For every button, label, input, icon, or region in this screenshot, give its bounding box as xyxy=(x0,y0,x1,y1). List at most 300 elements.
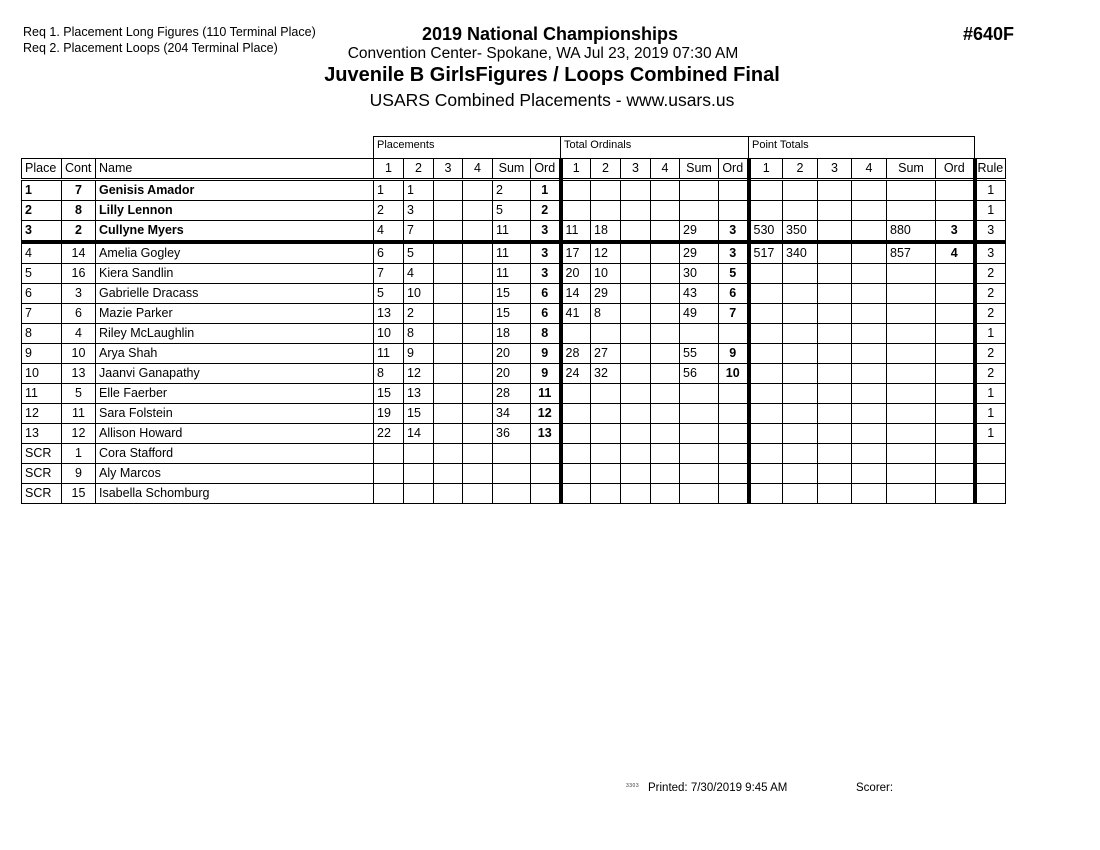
cell-ordinal-3 xyxy=(621,304,651,324)
cell-rule: 1 xyxy=(975,384,1006,404)
cell-ordinal-sum: 43 xyxy=(680,284,719,304)
cell-ordinal-2: 29 xyxy=(591,284,621,304)
cell-points-2 xyxy=(783,464,818,484)
scorer-label: Scorer: xyxy=(856,782,894,794)
cell-points-1 xyxy=(749,344,783,364)
cell-name: Genisis Amador xyxy=(96,180,374,201)
cell-ordinal-1: 11 xyxy=(561,221,591,243)
cell-rule: 1 xyxy=(975,180,1006,201)
cell-placement-1: 7 xyxy=(374,264,404,284)
cell-placement-4 xyxy=(463,404,493,424)
cell-cont: 8 xyxy=(62,201,96,221)
cell-placement-ord: 6 xyxy=(531,284,561,304)
cell-placement-sum: 36 xyxy=(493,424,531,444)
cell-ordinal-3 xyxy=(621,484,651,504)
cell-placement-3 xyxy=(434,180,463,201)
championship-title: 2019 National Championships xyxy=(421,24,679,44)
cell-placement-4 xyxy=(463,444,493,464)
cell-points-2 xyxy=(783,180,818,201)
cell-points-ord xyxy=(936,404,975,424)
cell-placement-4 xyxy=(463,242,493,264)
cell-points-4 xyxy=(852,324,887,344)
cell-points-4 xyxy=(852,464,887,484)
cell-cont: 1 xyxy=(62,444,96,464)
cell-ordinal-2 xyxy=(591,424,621,444)
cell-points-1 xyxy=(749,304,783,324)
cell-place: 10 xyxy=(22,364,62,384)
cell-points-3 xyxy=(818,424,852,444)
cell-points-2 xyxy=(783,444,818,464)
cell-ordinal-sum xyxy=(680,384,719,404)
cell-points-1: 517 xyxy=(749,242,783,264)
cell-points-1 xyxy=(749,444,783,464)
cell-placement-ord: 9 xyxy=(531,344,561,364)
cell-placement-sum xyxy=(493,484,531,504)
cell-points-sum: 880 xyxy=(887,221,936,243)
cell-points-4 xyxy=(852,284,887,304)
table-row xyxy=(22,304,1006,324)
cell-placement-sum: 15 xyxy=(493,304,531,324)
cell-points-sum xyxy=(887,304,936,324)
cell-placement-ord: 9 xyxy=(531,364,561,384)
cell-placement-1: 10 xyxy=(374,324,404,344)
cell-points-1 xyxy=(749,464,783,484)
col-points-sum: Sum xyxy=(887,159,936,180)
cell-place: SCR xyxy=(22,464,62,484)
col-points-3: 3 xyxy=(818,159,852,180)
cell-placement-4 xyxy=(463,424,493,444)
cell-ordinal-sum: 30 xyxy=(680,264,719,284)
cell-points-ord xyxy=(936,324,975,344)
cell-ordinal-ord xyxy=(719,324,749,344)
cell-rule xyxy=(975,484,1006,504)
cell-ordinal-2: 10 xyxy=(591,264,621,284)
cell-ordinal-2 xyxy=(591,324,621,344)
cell-ordinal-3 xyxy=(621,242,651,264)
cell-placement-4 xyxy=(463,180,493,201)
column-header-row xyxy=(22,159,1006,180)
cell-cont: 2 xyxy=(62,221,96,243)
table-row xyxy=(22,221,1006,243)
group-placements: Placements xyxy=(374,137,561,159)
cell-ordinal-sum: 29 xyxy=(680,242,719,264)
cell-placement-4 xyxy=(463,264,493,284)
cell-points-ord xyxy=(936,424,975,444)
cell-points-ord: 4 xyxy=(936,242,975,264)
cell-placement-3 xyxy=(434,404,463,424)
cell-points-4 xyxy=(852,344,887,364)
cell-name: Amelia Gogley xyxy=(96,242,374,264)
cell-cont: 3 xyxy=(62,284,96,304)
cell-ordinal-1: 28 xyxy=(561,344,591,364)
cell-points-sum xyxy=(887,484,936,504)
cell-points-ord xyxy=(936,444,975,464)
cell-ordinal-sum xyxy=(680,444,719,464)
cell-ordinal-4 xyxy=(651,344,680,364)
cell-name: Lilly Lennon xyxy=(96,201,374,221)
cell-points-2 xyxy=(783,424,818,444)
col-points-ord: Ord xyxy=(936,159,975,180)
cell-points-sum xyxy=(887,180,936,201)
cell-place: 4 xyxy=(22,242,62,264)
cell-points-3 xyxy=(818,464,852,484)
cell-placement-sum: 28 xyxy=(493,384,531,404)
cell-ordinal-2 xyxy=(591,404,621,424)
cell-ordinal-2: 18 xyxy=(591,221,621,243)
cell-ordinal-sum: 49 xyxy=(680,304,719,324)
cell-ordinal-4 xyxy=(651,201,680,221)
col-placement-3: 3 xyxy=(434,159,463,180)
cell-ordinal-1 xyxy=(561,484,591,504)
cell-name: Mazie Parker xyxy=(96,304,374,324)
cell-ordinal-4 xyxy=(651,464,680,484)
cell-points-4 xyxy=(852,364,887,384)
cell-placement-3 xyxy=(434,344,463,364)
cell-ordinal-3 xyxy=(621,424,651,444)
cell-ordinal-1 xyxy=(561,180,591,201)
cell-points-2 xyxy=(783,324,818,344)
cell-ordinal-2 xyxy=(591,384,621,404)
cell-placement-2: 8 xyxy=(404,324,434,344)
cell-ordinal-1 xyxy=(561,201,591,221)
cell-points-ord xyxy=(936,464,975,484)
cell-points-3 xyxy=(818,180,852,201)
cell-ordinal-ord: 9 xyxy=(719,344,749,364)
cell-ordinal-2: 12 xyxy=(591,242,621,264)
cell-cont: 13 xyxy=(62,364,96,384)
cell-placement-ord: 13 xyxy=(531,424,561,444)
cell-ordinal-3 xyxy=(621,264,651,284)
cell-points-sum: 857 xyxy=(887,242,936,264)
cell-ordinal-3 xyxy=(621,180,651,201)
cell-ordinal-4 xyxy=(651,484,680,504)
cell-place: 6 xyxy=(22,284,62,304)
cell-ordinal-4 xyxy=(651,324,680,344)
cell-ordinal-4 xyxy=(651,221,680,243)
cell-ordinal-4 xyxy=(651,264,680,284)
cell-placement-1: 8 xyxy=(374,364,404,384)
cell-cont: 11 xyxy=(62,404,96,424)
cell-points-3 xyxy=(818,304,852,324)
cell-points-3 xyxy=(818,221,852,243)
cell-placement-3 xyxy=(434,364,463,384)
cell-ordinal-4 xyxy=(651,284,680,304)
cell-ordinal-sum: 29 xyxy=(680,221,719,243)
cell-placement-2 xyxy=(404,444,434,464)
cell-points-sum xyxy=(887,364,936,384)
cell-placement-ord xyxy=(531,444,561,464)
cell-placement-3 xyxy=(434,464,463,484)
cell-points-2 xyxy=(783,304,818,324)
cell-name: Gabrielle Dracass xyxy=(96,284,374,304)
cell-points-sum xyxy=(887,344,936,364)
cell-placement-sum: 18 xyxy=(493,324,531,344)
cell-cont: 10 xyxy=(62,344,96,364)
cell-points-sum xyxy=(887,404,936,424)
table-row xyxy=(22,364,1006,384)
cell-points-2 xyxy=(783,284,818,304)
cell-points-1 xyxy=(749,180,783,201)
cell-points-ord: 3 xyxy=(936,221,975,243)
cell-points-ord xyxy=(936,384,975,404)
cell-placement-2: 1 xyxy=(404,180,434,201)
cell-place: 5 xyxy=(22,264,62,284)
table-row xyxy=(22,201,1006,221)
cell-ordinal-4 xyxy=(651,180,680,201)
cell-ordinal-2: 8 xyxy=(591,304,621,324)
cell-cont: 14 xyxy=(62,242,96,264)
cell-points-ord xyxy=(936,344,975,364)
col-ordinal-ord: Ord xyxy=(719,159,749,180)
cell-ordinal-4 xyxy=(651,242,680,264)
cell-points-2: 350 xyxy=(783,221,818,243)
cell-place: SCR xyxy=(22,444,62,464)
cell-points-4 xyxy=(852,201,887,221)
cell-placement-1: 2 xyxy=(374,201,404,221)
requirement-2: Req 2. Placement Loops (204 Terminal Place) xyxy=(23,41,278,55)
cell-points-ord xyxy=(936,484,975,504)
cell-ordinal-ord xyxy=(719,424,749,444)
col-name: Name xyxy=(96,159,374,180)
cell-name: Jaanvi Ganapathy xyxy=(96,364,374,384)
table-row xyxy=(22,384,1006,404)
cell-ordinal-4 xyxy=(651,444,680,464)
cell-placement-sum: 2 xyxy=(493,180,531,201)
cell-ordinal-ord: 3 xyxy=(719,221,749,243)
cell-points-3 xyxy=(818,242,852,264)
cell-place: 8 xyxy=(22,324,62,344)
cell-ordinal-2: 27 xyxy=(591,344,621,364)
cell-points-4 xyxy=(852,264,887,284)
cell-ordinal-2 xyxy=(591,464,621,484)
cell-points-3 xyxy=(818,284,852,304)
cell-points-ord xyxy=(936,364,975,384)
cell-ordinal-1: 20 xyxy=(561,264,591,284)
cell-points-sum xyxy=(887,464,936,484)
cell-placement-sum: 15 xyxy=(493,284,531,304)
col-ordinal-3: 3 xyxy=(621,159,651,180)
cell-name: Kiera Sandlin xyxy=(96,264,374,284)
cell-place: 3 xyxy=(22,221,62,243)
cell-placement-1: 5 xyxy=(374,284,404,304)
cell-points-4 xyxy=(852,384,887,404)
table-row xyxy=(22,180,1006,201)
cell-points-4 xyxy=(852,484,887,504)
requirement-1: Req 1. Placement Long Figures (110 Terminal Place) xyxy=(23,25,316,39)
cell-ordinal-sum xyxy=(680,484,719,504)
cell-ordinal-sum xyxy=(680,404,719,424)
cell-placement-sum xyxy=(493,464,531,484)
cell-rule: 3 xyxy=(975,242,1006,264)
table-row xyxy=(22,242,1006,264)
cell-points-3 xyxy=(818,444,852,464)
cell-placement-2 xyxy=(404,484,434,504)
cell-name: Sara Folstein xyxy=(96,404,374,424)
cell-points-3 xyxy=(818,364,852,384)
col-placement-ord: Ord xyxy=(531,159,561,180)
cell-ordinal-ord: 3 xyxy=(719,242,749,264)
cell-place: 1 xyxy=(22,180,62,201)
cell-ordinal-3 xyxy=(621,344,651,364)
cell-rule: 1 xyxy=(975,404,1006,424)
event-number: #640F xyxy=(963,24,1015,44)
cell-ordinal-sum xyxy=(680,201,719,221)
cell-points-4 xyxy=(852,404,887,424)
cell-placement-2: 7 xyxy=(404,221,434,243)
cell-rule: 2 xyxy=(975,344,1006,364)
cell-placement-ord: 1 xyxy=(531,180,561,201)
cell-placement-ord: 11 xyxy=(531,384,561,404)
cell-points-2 xyxy=(783,484,818,504)
cell-points-1 xyxy=(749,384,783,404)
table-row xyxy=(22,444,1006,464)
col-ordinal-sum: Sum xyxy=(680,159,719,180)
cell-ordinal-ord xyxy=(719,484,749,504)
cell-place: 12 xyxy=(22,404,62,424)
cell-ordinal-ord: 10 xyxy=(719,364,749,384)
cell-ordinal-3 xyxy=(621,464,651,484)
cell-placement-1: 13 xyxy=(374,304,404,324)
cell-points-3 xyxy=(818,264,852,284)
cell-points-1 xyxy=(749,364,783,384)
cell-ordinal-3 xyxy=(621,404,651,424)
col-ordinal-1: 1 xyxy=(561,159,591,180)
cell-placement-2: 15 xyxy=(404,404,434,424)
cell-name: Riley McLaughlin xyxy=(96,324,374,344)
cell-ordinal-2 xyxy=(591,201,621,221)
cell-placement-1: 4 xyxy=(374,221,404,243)
cell-placement-2 xyxy=(404,464,434,484)
cell-points-1 xyxy=(749,424,783,444)
cell-points-ord xyxy=(936,201,975,221)
cell-points-4 xyxy=(852,221,887,243)
cell-placement-4 xyxy=(463,344,493,364)
cell-ordinal-ord xyxy=(719,201,749,221)
table-row xyxy=(22,404,1006,424)
cell-cont: 15 xyxy=(62,484,96,504)
cell-ordinal-3 xyxy=(621,284,651,304)
cell-cont: 6 xyxy=(62,304,96,324)
cell-placement-3 xyxy=(434,444,463,464)
cell-ordinal-1: 41 xyxy=(561,304,591,324)
cell-points-2 xyxy=(783,384,818,404)
cell-points-4 xyxy=(852,444,887,464)
cell-points-4 xyxy=(852,242,887,264)
col-placement-2: 2 xyxy=(404,159,434,180)
cell-placement-1: 19 xyxy=(374,404,404,424)
report-subtitle: USARS Combined Placements - www.usars.us xyxy=(369,90,735,110)
col-placement-sum: Sum xyxy=(493,159,531,180)
cell-placement-3 xyxy=(434,384,463,404)
cell-ordinal-ord xyxy=(719,444,749,464)
cell-ordinal-sum xyxy=(680,424,719,444)
cell-place: 11 xyxy=(22,384,62,404)
cell-name: Cora Stafford xyxy=(96,444,374,464)
cell-points-2 xyxy=(783,404,818,424)
cell-placement-3 xyxy=(434,284,463,304)
cell-points-sum xyxy=(887,444,936,464)
cell-points-1 xyxy=(749,264,783,284)
cell-cont: 7 xyxy=(62,180,96,201)
cell-points-ord xyxy=(936,180,975,201)
cell-placement-1: 1 xyxy=(374,180,404,201)
cell-ordinal-sum: 56 xyxy=(680,364,719,384)
cell-placement-sum: 11 xyxy=(493,242,531,264)
cell-ordinal-ord: 5 xyxy=(719,264,749,284)
cell-ordinal-1 xyxy=(561,384,591,404)
table-row xyxy=(22,344,1006,364)
cell-placement-2: 5 xyxy=(404,242,434,264)
cell-points-4 xyxy=(852,304,887,324)
cell-placement-3 xyxy=(434,201,463,221)
cell-placement-1: 6 xyxy=(374,242,404,264)
cell-points-sum xyxy=(887,384,936,404)
cell-placement-4 xyxy=(463,221,493,243)
cell-placement-1: 11 xyxy=(374,344,404,364)
cell-ordinal-2 xyxy=(591,484,621,504)
cell-placement-1: 15 xyxy=(374,384,404,404)
cell-placement-2: 2 xyxy=(404,304,434,324)
cell-points-4 xyxy=(852,424,887,444)
event-title: Juvenile B GirlsFigures / Loops Combined Final xyxy=(324,64,780,86)
cell-points-1 xyxy=(749,404,783,424)
cell-rule: 1 xyxy=(975,424,1006,444)
cell-ordinal-2 xyxy=(591,444,621,464)
cell-ordinal-ord xyxy=(719,384,749,404)
cell-place: 7 xyxy=(22,304,62,324)
cell-ordinal-sum xyxy=(680,180,719,201)
cell-placement-sum: 5 xyxy=(493,201,531,221)
cell-points-2: 340 xyxy=(783,242,818,264)
cell-placement-ord xyxy=(531,484,561,504)
cell-rule xyxy=(975,444,1006,464)
cell-rule: 2 xyxy=(975,264,1006,284)
table-row xyxy=(22,484,1006,504)
cell-points-3 xyxy=(818,384,852,404)
cell-placement-4 xyxy=(463,284,493,304)
cell-placement-4 xyxy=(463,304,493,324)
cell-points-sum xyxy=(887,201,936,221)
cell-name: Isabella Schomburg xyxy=(96,484,374,504)
cell-placement-1: 22 xyxy=(374,424,404,444)
cell-ordinal-1 xyxy=(561,444,591,464)
cell-ordinal-1: 24 xyxy=(561,364,591,384)
cell-points-1 xyxy=(749,284,783,304)
cell-placement-2: 10 xyxy=(404,284,434,304)
cell-ordinal-sum xyxy=(680,464,719,484)
cell-placement-2: 3 xyxy=(404,201,434,221)
cell-name: Allison Howard xyxy=(96,424,374,444)
cell-points-3 xyxy=(818,344,852,364)
cell-ordinal-ord xyxy=(719,404,749,424)
cell-placement-4 xyxy=(463,464,493,484)
cell-points-2 xyxy=(783,264,818,284)
cell-placement-1 xyxy=(374,464,404,484)
cell-placement-4 xyxy=(463,364,493,384)
cell-placement-4 xyxy=(463,201,493,221)
cell-name: Arya Shah xyxy=(96,344,374,364)
cell-name: Elle Faerber xyxy=(96,384,374,404)
cell-ordinal-3 xyxy=(621,444,651,464)
cell-ordinal-sum xyxy=(680,324,719,344)
cell-ordinal-1 xyxy=(561,324,591,344)
cell-rule: 1 xyxy=(975,324,1006,344)
cell-cont: 5 xyxy=(62,384,96,404)
cell-placement-2: 9 xyxy=(404,344,434,364)
cell-points-1 xyxy=(749,201,783,221)
cell-placement-ord xyxy=(531,464,561,484)
cell-placement-sum xyxy=(493,444,531,464)
